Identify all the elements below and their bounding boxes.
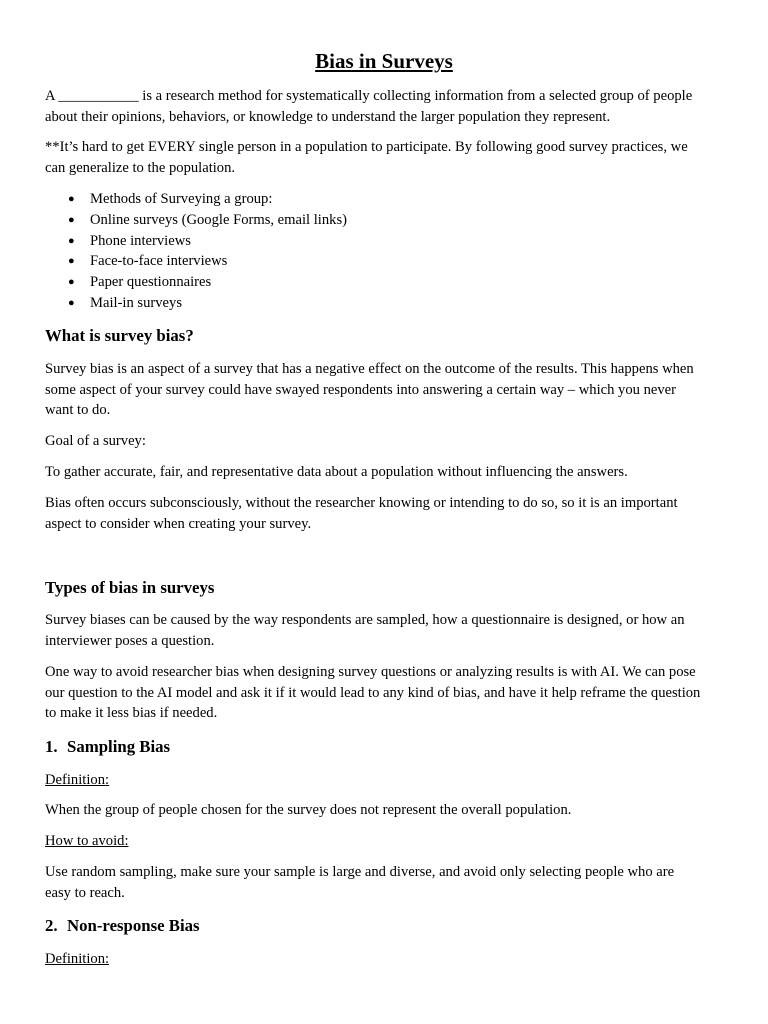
- avoid-line-2: easy to reach.: [45, 884, 125, 901]
- survey-methods-list: [45, 189, 347, 314]
- bias-definition-paragraph: [45, 359, 735, 421]
- definition-line-2: about their opinions, behaviors, or knowledge to understand the larger population they represent.: [45, 108, 611, 125]
- causes-line-2: interviewer poses a question.: [45, 632, 215, 649]
- bias-line-2: some aspect of your survey could have swayed respondents into answering a certain way – which you never: [45, 381, 676, 398]
- goal-text: To gather accurate, fair, and representative data about a population without influencing the answers.: [45, 464, 628, 480]
- ai-bias-paragraph: [45, 662, 735, 724]
- list-item: ● Phone interviews: [45, 231, 347, 252]
- subconscious-line-1: Bias often occurs subconsciously, without the researcher knowing or intending to do so, so it is an important: [45, 495, 678, 511]
- section-heading-types-of-bias: Types of bias in surveys: [45, 578, 215, 597]
- section-heading-what-is-bias: What is survey bias?: [45, 326, 194, 345]
- ai-line-2: our question to the AI model and ask it if it would lead to any kind of bias, and have it help reframe the question: [45, 684, 701, 701]
- list-item: ● Paper questionnaires: [45, 272, 347, 293]
- ai-line-1: One way to avoid researcher bias when designing survey questions or analyzing results is with AI. We can pose: [45, 664, 696, 680]
- nonresponse-definition-label: Definition:: [45, 951, 110, 967]
- bias-causes-paragraph: [45, 610, 735, 651]
- participation-note-paragraph: [45, 137, 735, 178]
- sampling-definition-label: Definition:: [45, 772, 110, 788]
- ai-line-3: to make it less bias if needed.: [45, 705, 218, 722]
- note-line-2: can generalize to the population.: [45, 159, 236, 176]
- subconscious-line-2: aspect to consider when creating your survey.: [45, 515, 312, 532]
- goal-label: Goal of a survey:: [45, 433, 146, 449]
- definition-line-1: A ___________ is a research method for systematically collecting information from a selected group of people: [45, 88, 693, 104]
- nonresponse-bias-heading: [45, 915, 200, 937]
- nonresponse-bias-number: 2.: [45, 916, 58, 935]
- bias-line-1: Survey bias is an aspect of a survey that has a negative effect on the outcome of the results. This happens when: [45, 361, 694, 377]
- page-title: Bias in Surveys: [315, 49, 453, 73]
- list-item: ● Online surveys (Google Forms, email links): [45, 210, 347, 231]
- subconscious-bias-paragraph: [45, 493, 735, 534]
- sampling-bias-heading: [45, 736, 170, 758]
- sampling-bias-number: 1.: [45, 737, 58, 756]
- sampling-bias-title: Sampling Bias: [67, 737, 171, 756]
- list-item: ● Methods of Surveying a group:: [45, 189, 347, 210]
- bias-line-3: want to do.: [45, 402, 111, 419]
- survey-definition-paragraph: [45, 86, 735, 127]
- causes-line-1: Survey biases can be caused by the way respondents are sampled, how a questionnaire is designed, or how an: [45, 612, 685, 628]
- list-item: ● Face-to-face interviews: [45, 251, 347, 272]
- sampling-avoid-label: How to avoid:: [45, 833, 129, 849]
- note-line-1: **It’s hard to get EVERY single person in a population to participate. By following good survey practices, we: [45, 139, 688, 155]
- nonresponse-bias-title: Non-response Bias: [67, 916, 200, 935]
- sampling-definition-text: When the group of people chosen for the survey does not represent the overall population.: [45, 802, 572, 818]
- list-item: ● Mail-in surveys: [45, 293, 347, 314]
- avoid-line-1: Use random sampling, make sure your sample is large and diverse, and avoid only selecting people who are: [45, 864, 675, 880]
- sampling-avoid-paragraph: [45, 862, 735, 903]
